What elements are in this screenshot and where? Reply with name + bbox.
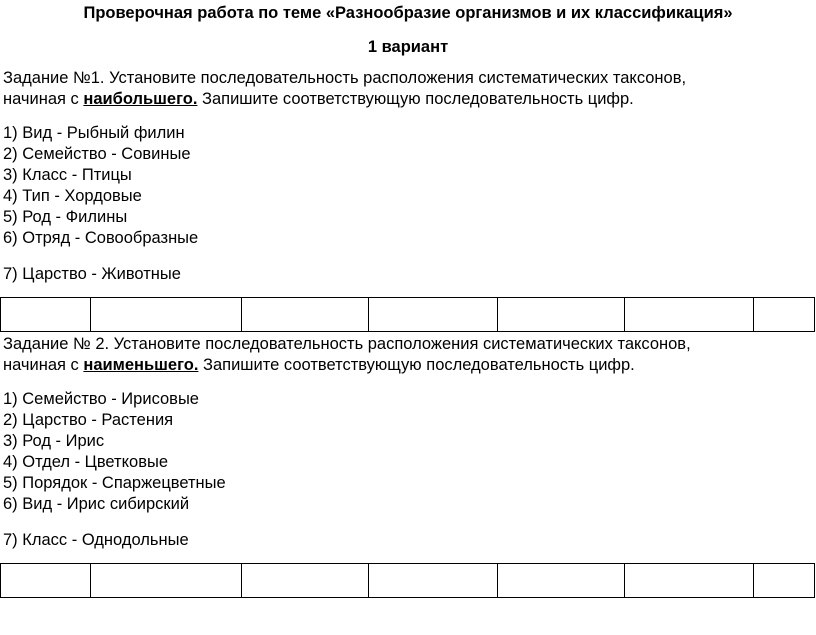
task2-last-item: 7) Класс - Однодольные xyxy=(3,531,189,549)
answer-cell[interactable] xyxy=(369,564,498,598)
answer-cell[interactable] xyxy=(498,564,625,598)
answer-cell[interactable] xyxy=(1,298,91,332)
answer-cell[interactable] xyxy=(91,298,242,332)
task2-instruction-line1: Задание № 2. Установите последовательность расположения систематических таксонов, xyxy=(3,335,691,353)
worksheet-title: Проверочная работа по теме «Разнообразие организмов и их классификация» xyxy=(83,4,733,22)
task2-taxa-list xyxy=(3,389,403,515)
task1-instruction xyxy=(3,68,813,110)
list-item: 6) Вид - Ирис сибирский xyxy=(3,495,190,513)
list-item: 5) Род - Филины xyxy=(3,208,128,226)
task2-suffix: Запишите соответствующую последовательность цифр. xyxy=(198,356,635,374)
list-item: 3) Класс - Птицы xyxy=(3,166,132,184)
list-item: 5) Порядок - Спаржецветные xyxy=(3,474,226,492)
list-item: 2) Царство - Растения xyxy=(3,411,174,429)
answer-cell[interactable] xyxy=(625,298,754,332)
task2-prefix: начиная с xyxy=(3,356,84,374)
list-item: 2) Семейство - Совиные xyxy=(3,145,191,163)
task1-answer-table xyxy=(0,297,815,332)
task2-instruction xyxy=(3,334,813,376)
task1-emphasis: наибольшего. xyxy=(83,90,198,108)
task1-suffix: Запишите соответствующую последовательность цифр. xyxy=(197,90,634,108)
task1-instruction-line2 xyxy=(3,89,813,110)
answer-cell[interactable] xyxy=(242,298,369,332)
task2-emphasis: наименьшего. xyxy=(83,356,199,374)
list-item: 6) Отряд - Совообразные xyxy=(3,229,199,247)
task2-instruction-line2 xyxy=(3,355,813,376)
answer-cell[interactable] xyxy=(625,564,754,598)
answer-cell[interactable] xyxy=(754,564,815,598)
task2-answer-table xyxy=(0,563,815,598)
answer-cell[interactable] xyxy=(369,298,498,332)
list-item: 4) Отдел - Цветковые xyxy=(3,453,168,471)
task1-taxa-list xyxy=(3,123,403,249)
variant-label: 1 вариант xyxy=(367,38,449,56)
task1-instruction-line1: Задание №1. Установите последовательность расположения систематических таксонов, xyxy=(3,69,687,87)
answer-cell[interactable] xyxy=(91,564,242,598)
answer-cell[interactable] xyxy=(754,298,815,332)
list-item: 1) Вид - Рыбный филин xyxy=(3,124,185,142)
task1-prefix: начиная с xyxy=(3,90,84,108)
task1-last-item: 7) Царство - Животные xyxy=(3,265,181,283)
answer-cell[interactable] xyxy=(498,298,625,332)
answer-cell[interactable] xyxy=(1,564,91,598)
answer-cell[interactable] xyxy=(242,564,369,598)
list-item: 3) Род - Ирис xyxy=(3,432,105,450)
list-item: 1) Семейство - Ирисовые xyxy=(3,390,199,408)
list-item: 4) Тип - Хордовые xyxy=(3,187,142,205)
